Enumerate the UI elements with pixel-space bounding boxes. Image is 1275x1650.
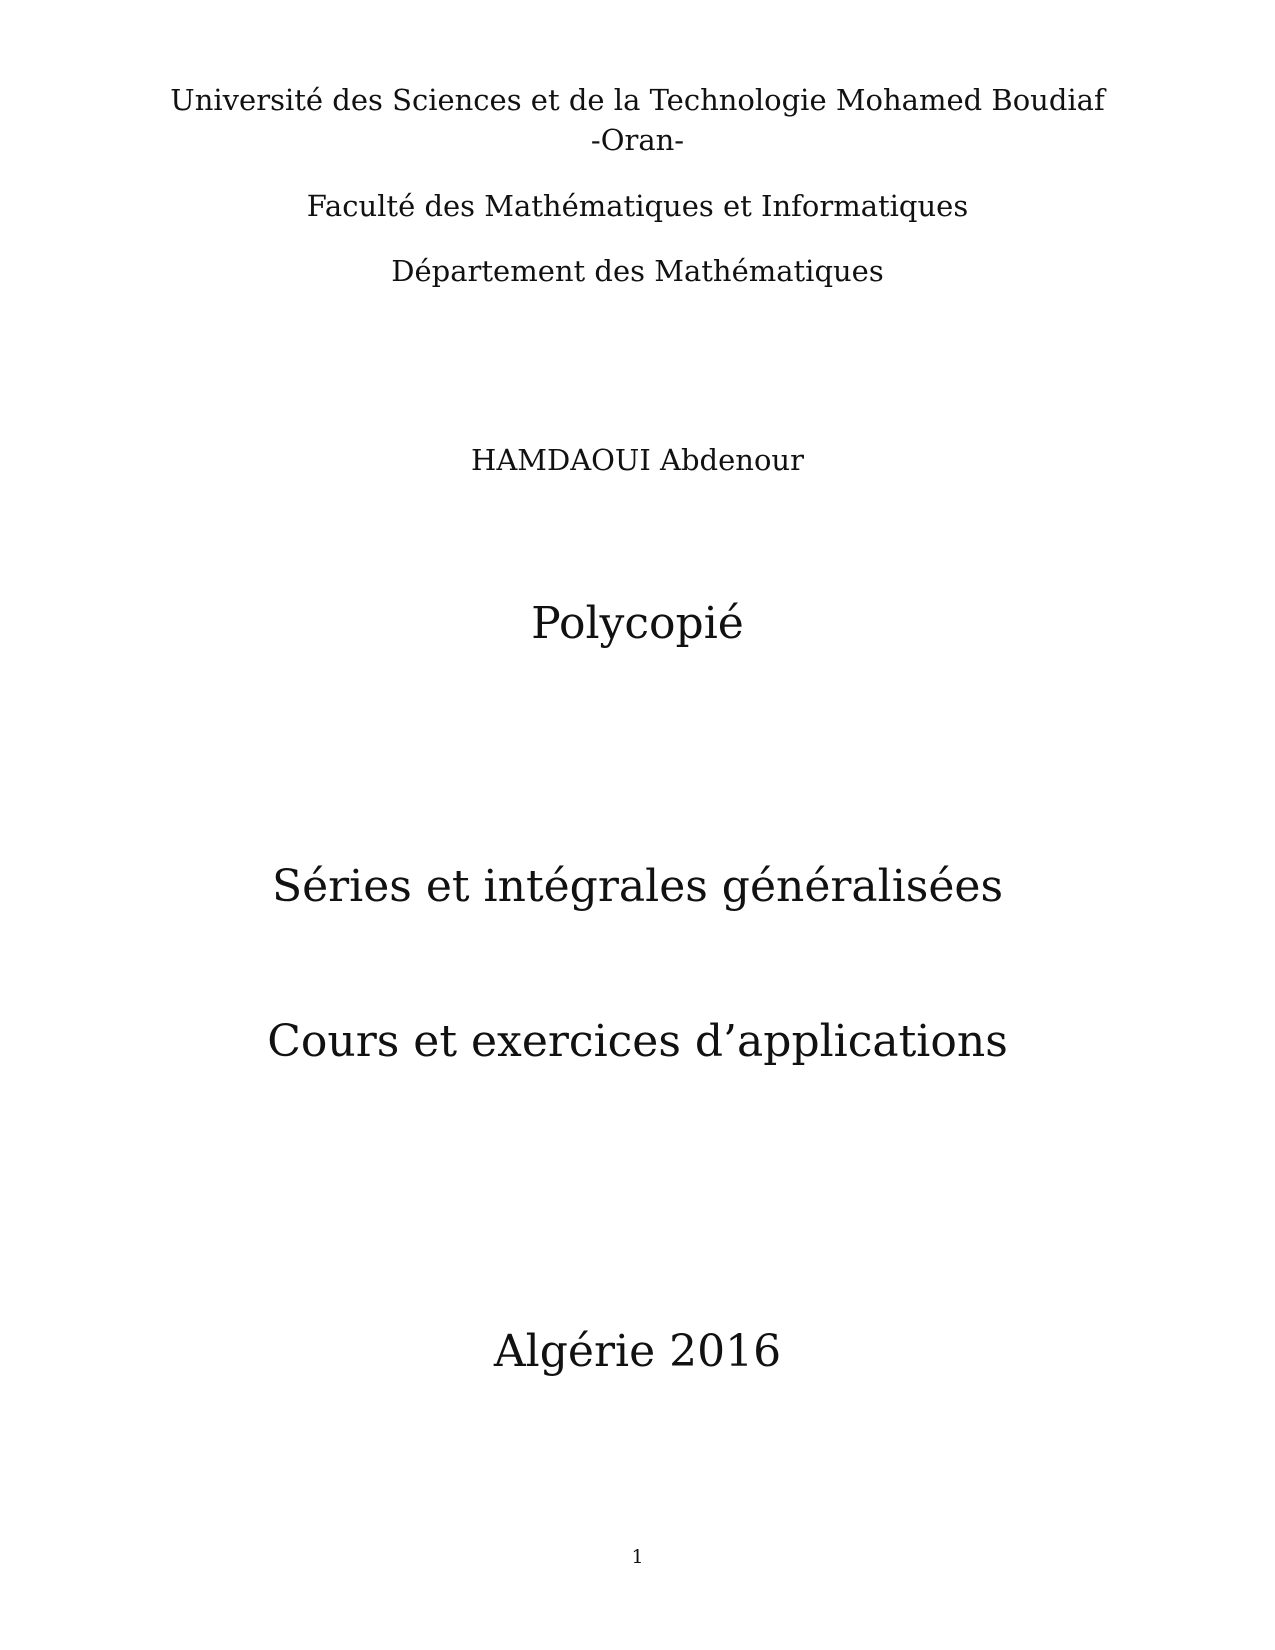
document-title: Séries et intégrales généralisées — [271, 861, 1004, 912]
place-year: Algérie 2016 — [493, 1326, 782, 1377]
author-name: HAMDAOUI Abdenour — [471, 443, 804, 477]
department-name: Département des Mathématiques — [391, 254, 884, 288]
page-number: 1 — [631, 1546, 644, 1568]
faculty-name: Faculté des Mathématiques et Informatiques — [306, 189, 969, 223]
document-subtitle: Cours et exercices d’applications — [267, 1016, 1008, 1067]
document-type: Polycopié — [531, 598, 744, 649]
university-name: Université des Sciences et de la Technologie Mohamed Boudiaf — [170, 83, 1105, 117]
university-city: -Oran- — [590, 123, 685, 157]
